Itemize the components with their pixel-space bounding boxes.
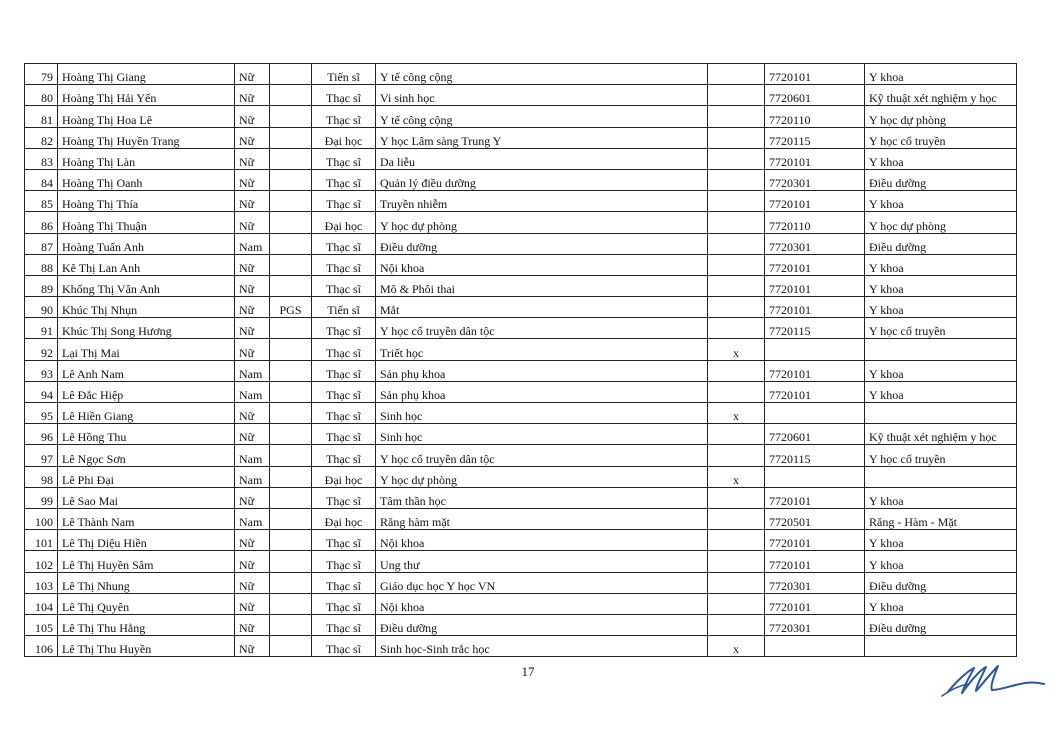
table-row [25,572,1017,593]
specialty-cell: Răng hàm mặt [376,508,708,529]
table-row [25,127,1017,148]
specialty-cell: Mắt [376,297,708,318]
row-number-cell: 93 [25,360,58,381]
program-code-cell: 7720301 [765,169,865,190]
row-number-cell: 102 [25,551,58,572]
table-row [25,508,1017,529]
program-code-cell: 7720101 [765,381,865,402]
degree-cell: Thạc sĩ [312,318,376,339]
specialty-cell: Nội khoa [376,593,708,614]
table-row [25,318,1017,339]
gender-cell: Nữ [235,254,270,275]
program-name-cell: Y học cổ truyền [865,445,1017,466]
academic-title-cell [270,466,312,487]
staff-table-body [25,64,1017,657]
specialty-cell: Y học dự phòng [376,466,708,487]
gender-cell: Nam [235,445,270,466]
program-code-cell: 7720501 [765,508,865,529]
staff-name-cell: Lê Phi Đại [58,466,235,487]
program-code-cell: 7720115 [765,445,865,466]
signature-icon [940,660,1050,698]
row-number-cell: 88 [25,254,58,275]
row-number-cell: 97 [25,445,58,466]
specialty-cell: Y học cổ truyền dân tộc [376,445,708,466]
gender-cell: Nữ [235,318,270,339]
x-mark-cell [708,212,765,233]
program-code-cell: 7720110 [765,106,865,127]
program-code-cell: 7720101 [765,191,865,212]
degree-cell: Thạc sĩ [312,275,376,296]
table-row [25,297,1017,318]
academic-title-cell [270,508,312,529]
program-name-cell: Y học dự phòng [865,212,1017,233]
table-row [25,339,1017,360]
program-name-cell: Y khoa [865,360,1017,381]
gender-cell: Nữ [235,403,270,424]
gender-cell: Nữ [235,339,270,360]
academic-title-cell [270,487,312,508]
degree-cell: Tiến sĩ [312,64,376,85]
table-row [25,275,1017,296]
program-name-cell: Y khoa [865,487,1017,508]
specialty-cell: Y học cổ truyền dân tộc [376,318,708,339]
row-number-cell: 100 [25,508,58,529]
staff-name-cell: Khổng Thị Vân Anh [58,275,235,296]
program-name-cell: Điều dưỡng [865,169,1017,190]
degree-cell: Thạc sĩ [312,572,376,593]
degree-cell: Thạc sĩ [312,254,376,275]
gender-cell: Nam [235,381,270,402]
table-row [25,233,1017,254]
program-code-cell: 7720101 [765,64,865,85]
program-code-cell: 7720115 [765,318,865,339]
program-code-cell: 7720301 [765,572,865,593]
degree-cell: Thạc sĩ [312,381,376,402]
program-code-cell [765,339,865,360]
gender-cell: Nữ [235,106,270,127]
academic-title-cell [270,106,312,127]
x-mark-cell: x [708,466,765,487]
gender-cell: Nữ [235,636,270,657]
staff-name-cell: Lê Hồng Thu [58,424,235,445]
gender-cell: Nữ [235,530,270,551]
program-code-cell: 7720110 [765,212,865,233]
specialty-cell: Y tế công cộng [376,64,708,85]
degree-cell: Thạc sĩ [312,636,376,657]
academic-title-cell [270,318,312,339]
row-number-cell: 92 [25,339,58,360]
program-name-cell: Y khoa [865,148,1017,169]
staff-name-cell: Hoàng Thị Oanh [58,169,235,190]
x-mark-cell [708,614,765,635]
x-mark-cell [708,381,765,402]
row-number-cell: 82 [25,127,58,148]
specialty-cell: Sinh học [376,424,708,445]
degree-cell: Đại học [312,127,376,148]
academic-title-cell [270,233,312,254]
staff-name-cell: Khúc Thị Nhụn [58,297,235,318]
specialty-cell: Ung thư [376,551,708,572]
staff-name-cell: Lê Anh Nam [58,360,235,381]
x-mark-cell [708,297,765,318]
program-code-cell: 7720101 [765,148,865,169]
program-code-cell [765,403,865,424]
degree-cell: Thạc sĩ [312,487,376,508]
x-mark-cell: x [708,636,765,657]
gender-cell: Nữ [235,424,270,445]
gender-cell: Nữ [235,148,270,169]
program-name-cell: Răng - Hàm - Mặt [865,508,1017,529]
row-number-cell: 90 [25,297,58,318]
page-number: 17 [521,664,535,679]
staff-name-cell: Lại Thị Mai [58,339,235,360]
specialty-cell: Y tế công cộng [376,106,708,127]
staff-name-cell: Kê Thị Lan Anh [58,254,235,275]
degree-cell: Đại học [312,466,376,487]
academic-title-cell [270,551,312,572]
gender-cell: Nữ [235,551,270,572]
row-number-cell: 85 [25,191,58,212]
x-mark-cell [708,487,765,508]
gender-cell: Nam [235,508,270,529]
program-name-cell: Y học cổ truyền [865,318,1017,339]
specialty-cell: Giáo dục học Y học VN [376,572,708,593]
x-mark-cell: x [708,403,765,424]
table-row [25,191,1017,212]
table-row [25,551,1017,572]
specialty-cell: Da liễu [376,148,708,169]
table-row [25,424,1017,445]
specialty-cell: Điều dưỡng [376,614,708,635]
specialty-cell: Sinh học-Sinh trắc học [376,636,708,657]
table-row [25,614,1017,635]
academic-title-cell [270,85,312,106]
gender-cell: Nữ [235,85,270,106]
x-mark-cell [708,360,765,381]
row-number-cell: 89 [25,275,58,296]
specialty-cell: Sinh học [376,403,708,424]
degree-cell: Thạc sĩ [312,339,376,360]
row-number-cell: 83 [25,148,58,169]
row-number-cell: 101 [25,530,58,551]
row-number-cell: 104 [25,593,58,614]
staff-name-cell: Lê Thị Diệu Hiền [58,530,235,551]
row-number-cell: 84 [25,169,58,190]
degree-cell: Thạc sĩ [312,360,376,381]
staff-name-cell: Lê Hiền Giang [58,403,235,424]
staff-name-cell: Hoàng Thị Hải Yến [58,85,235,106]
gender-cell: Nữ [235,614,270,635]
academic-title-cell [270,530,312,551]
row-number-cell: 86 [25,212,58,233]
program-name-cell [865,339,1017,360]
table-row [25,445,1017,466]
x-mark-cell [708,64,765,85]
program-name-cell: Y khoa [865,275,1017,296]
program-code-cell: 7720301 [765,233,865,254]
academic-title-cell [270,403,312,424]
academic-title-cell [270,636,312,657]
specialty-cell: Y học dự phòng [376,212,708,233]
specialty-cell: Truyền nhiễm [376,191,708,212]
staff-name-cell: Hoàng Thị Làn [58,148,235,169]
gender-cell: Nữ [235,64,270,85]
row-number-cell: 94 [25,381,58,402]
specialty-cell: Nội khoa [376,254,708,275]
program-code-cell: 7720101 [765,275,865,296]
table-row [25,403,1017,424]
row-number-cell: 106 [25,636,58,657]
gender-cell: Nữ [235,169,270,190]
academic-title-cell [270,614,312,635]
program-code-cell [765,466,865,487]
specialty-cell: Sản phụ khoa [376,360,708,381]
x-mark-cell [708,191,765,212]
gender-cell: Nữ [235,127,270,148]
program-name-cell: Y khoa [865,191,1017,212]
specialty-cell: Triết học [376,339,708,360]
degree-cell: Thạc sĩ [312,148,376,169]
table-row [25,636,1017,657]
staff-name-cell: Khúc Thị Song Hương [58,318,235,339]
gender-cell: Nam [235,360,270,381]
program-name-cell: Y khoa [865,551,1017,572]
x-mark-cell [708,127,765,148]
degree-cell: Thạc sĩ [312,445,376,466]
degree-cell: Thạc sĩ [312,424,376,445]
academic-title-cell [270,424,312,445]
table-row [25,381,1017,402]
program-name-cell: Y khoa [865,381,1017,402]
staff-name-cell: Hoàng Thị Huyền Trang [58,127,235,148]
gender-cell: Nam [235,233,270,254]
degree-cell: Thạc sĩ [312,614,376,635]
x-mark-cell [708,551,765,572]
program-name-cell: Y khoa [865,530,1017,551]
table-row [25,148,1017,169]
gender-cell: Nữ [235,275,270,296]
staff-name-cell: Lê Ngọc Sơn [58,445,235,466]
table-row [25,64,1017,85]
x-mark-cell [708,508,765,529]
table-row [25,106,1017,127]
staff-name-cell: Hoàng Thị Giang [58,64,235,85]
gender-cell: Nữ [235,572,270,593]
academic-title-cell [270,339,312,360]
x-mark-cell [708,85,765,106]
x-mark-cell [708,318,765,339]
program-name-cell: Điều dưỡng [865,233,1017,254]
staff-name-cell: Lê Thị Thu Hằng [58,614,235,635]
academic-title-cell [270,64,312,85]
program-name-cell: Điều dưỡng [865,572,1017,593]
x-mark-cell [708,275,765,296]
degree-cell: Thạc sĩ [312,593,376,614]
gender-cell: Nữ [235,593,270,614]
row-number-cell: 91 [25,318,58,339]
staff-name-cell: Hoàng Thị Thuận [58,212,235,233]
academic-title-cell [270,191,312,212]
table-row [25,530,1017,551]
row-number-cell: 103 [25,572,58,593]
academic-title-cell [270,127,312,148]
staff-name-cell: Lê Thị Thu Huyền [58,636,235,657]
x-mark-cell [708,169,765,190]
academic-title-cell: PGS [270,297,312,318]
specialty-cell: Tâm thần học [376,487,708,508]
x-mark-cell [708,572,765,593]
x-mark-cell [708,148,765,169]
staff-name-cell: Hoàng Tuấn Anh [58,233,235,254]
table-row [25,593,1017,614]
x-mark-cell: x [708,339,765,360]
staff-name-cell: Hoàng Thị Hoa Lê [58,106,235,127]
specialty-cell: Quản lý điều dưỡng [376,169,708,190]
gender-cell: Nữ [235,191,270,212]
program-code-cell: 7720301 [765,614,865,635]
program-code-cell: 7720101 [765,360,865,381]
degree-cell: Thạc sĩ [312,169,376,190]
staff-name-cell: Lê Thị Nhung [58,572,235,593]
table-row [25,169,1017,190]
program-code-cell [765,636,865,657]
table-row [25,212,1017,233]
academic-title-cell [270,360,312,381]
program-name-cell [865,636,1017,657]
staff-name-cell: Lê Thị Huyền Sâm [58,551,235,572]
staff-name-cell: Lê Đắc Hiệp [58,381,235,402]
program-name-cell: Kỹ thuật xét nghiệm y học [865,424,1017,445]
specialty-cell: Điều dưỡng [376,233,708,254]
program-code-cell: 7720115 [765,127,865,148]
specialty-cell: Sản phụ khoa [376,381,708,402]
degree-cell: Thạc sĩ [312,85,376,106]
x-mark-cell [708,424,765,445]
row-number-cell: 105 [25,614,58,635]
program-name-cell: Y khoa [865,254,1017,275]
degree-cell: Thạc sĩ [312,233,376,254]
degree-cell: Thạc sĩ [312,403,376,424]
academic-title-cell [270,169,312,190]
program-code-cell: 7720101 [765,254,865,275]
degree-cell: Tiến sĩ [312,297,376,318]
degree-cell: Đại học [312,508,376,529]
program-name-cell: Y khoa [865,297,1017,318]
academic-title-cell [270,445,312,466]
academic-title-cell [270,148,312,169]
program-name-cell [865,403,1017,424]
gender-cell: Nữ [235,297,270,318]
program-name-cell: Kỹ thuật xét nghiệm y học [865,85,1017,106]
academic-title-cell [270,212,312,233]
specialty-cell: Mô & Phôi thai [376,275,708,296]
academic-title-cell [270,381,312,402]
x-mark-cell [708,106,765,127]
academic-title-cell [270,572,312,593]
row-number-cell: 98 [25,466,58,487]
program-code-cell: 7720101 [765,593,865,614]
staff-name-cell: Lê Sao Mai [58,487,235,508]
program-code-cell: 7720101 [765,530,865,551]
program-code-cell: 7720601 [765,85,865,106]
staff-name-cell: Lê Thị Quyên [58,593,235,614]
x-mark-cell [708,445,765,466]
program-name-cell [865,466,1017,487]
staff-name-cell: Hoàng Thị Thía [58,191,235,212]
gender-cell: Nữ [235,487,270,508]
degree-cell: Thạc sĩ [312,106,376,127]
x-mark-cell [708,530,765,551]
program-name-cell: Điều dưỡng [865,614,1017,635]
table-row [25,487,1017,508]
degree-cell: Đại học [312,212,376,233]
staff-table [24,63,1017,657]
staff-name-cell: Lê Thành Nam [58,508,235,529]
specialty-cell: Vi sinh học [376,85,708,106]
program-code-cell: 7720601 [765,424,865,445]
program-name-cell: Y học dự phòng [865,106,1017,127]
degree-cell: Thạc sĩ [312,530,376,551]
row-number-cell: 80 [25,85,58,106]
table-row [25,360,1017,381]
gender-cell: Nam [235,466,270,487]
gender-cell: Nữ [235,212,270,233]
academic-title-cell [270,254,312,275]
program-name-cell: Y khoa [865,64,1017,85]
specialty-cell: Nội khoa [376,530,708,551]
academic-title-cell [270,275,312,296]
x-mark-cell [708,254,765,275]
program-name-cell: Y học cổ truyền [865,127,1017,148]
x-mark-cell [708,233,765,254]
program-code-cell: 7720101 [765,297,865,318]
row-number-cell: 96 [25,424,58,445]
row-number-cell: 81 [25,106,58,127]
row-number-cell: 95 [25,403,58,424]
table-row [25,85,1017,106]
table-row [25,254,1017,275]
program-code-cell: 7720101 [765,551,865,572]
row-number-cell: 99 [25,487,58,508]
program-name-cell: Y khoa [865,593,1017,614]
x-mark-cell [708,593,765,614]
program-code-cell: 7720101 [765,487,865,508]
degree-cell: Thạc sĩ [312,551,376,572]
table-row [25,466,1017,487]
academic-title-cell [270,593,312,614]
row-number-cell: 87 [25,233,58,254]
row-number-cell: 79 [25,64,58,85]
degree-cell: Thạc sĩ [312,191,376,212]
specialty-cell: Y học Lâm sàng Trung Y [376,127,708,148]
